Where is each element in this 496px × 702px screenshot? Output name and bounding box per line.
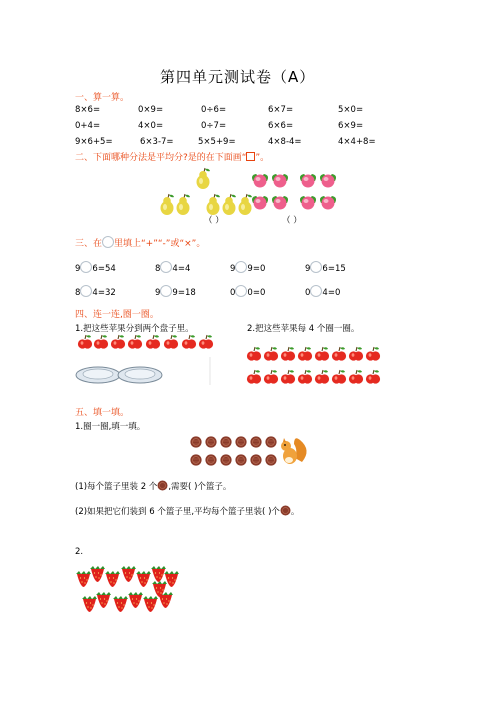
- apples-and-plates-icon: [76, 335, 216, 387]
- operator-blank[interactable]: [310, 285, 322, 297]
- question-5-1: 1.圈一圈,填一填。: [75, 422, 146, 432]
- arith-cell: 5×5+9=: [198, 137, 236, 147]
- operator-item: 9 6=54: [75, 261, 116, 274]
- arith-cell: 6×3-7=: [140, 137, 174, 147]
- arith-cell: 8×6=: [75, 105, 101, 115]
- operator-item: 9 9=0: [230, 261, 265, 274]
- section-3-heading: [75, 236, 205, 249]
- question-5-1-1: [75, 480, 231, 492]
- section-2-heading: [75, 150, 269, 163]
- operator-item: 9 6=15: [305, 261, 346, 274]
- arith-cell: 6×9=: [338, 121, 364, 131]
- arith-cell: 4×8-4=: [268, 137, 302, 147]
- blank-circle-icon: [102, 236, 114, 248]
- apple-grid-icon: [247, 347, 387, 387]
- question-5-1-2: [75, 505, 299, 517]
- strawberry-group-icon: [76, 566, 186, 614]
- peach-group-icon: [252, 170, 352, 215]
- operator-blank[interactable]: [310, 261, 322, 273]
- arith-cell: 0+4=: [75, 121, 101, 131]
- arith-cell: 0×9=: [138, 105, 164, 115]
- operator-blank[interactable]: [80, 285, 92, 297]
- question-5-2: 2.: [75, 547, 84, 557]
- answer-paren-left[interactable]: （ ）: [204, 216, 224, 226]
- section-3-heading-tail: 里填上“+”“-”或“×”。: [114, 239, 206, 249]
- page-title: 第四单元测试卷（A）: [160, 68, 316, 86]
- arith-cell: 9×6+5=: [75, 137, 113, 147]
- arith-cell: 6×6=: [268, 121, 294, 131]
- section-2-heading-tail: ”。: [255, 153, 270, 163]
- operator-blank[interactable]: [80, 261, 92, 273]
- pinecones-and-squirrel-icon: [190, 434, 310, 470]
- operator-item: 0 0=0: [230, 285, 265, 298]
- operator-item: 9 9=18: [155, 285, 196, 298]
- section-1-heading: 一、算一算。: [75, 93, 130, 103]
- answer-paren-right[interactable]: （ ）: [282, 216, 302, 226]
- arith-cell: 0÷6=: [201, 105, 227, 115]
- question-4-2: 2.把这些苹果每 4 个圈一圈。: [247, 324, 360, 334]
- operator-blank[interactable]: [235, 261, 247, 273]
- section-5-heading: 五、填一填。: [75, 408, 130, 418]
- arith-cell: 0÷7=: [201, 121, 227, 131]
- question-4-1: 1.把这些苹果分到两个盘子里。: [75, 324, 194, 334]
- arith-cell: 4×0=: [138, 121, 164, 131]
- arith-cell: 5×0=: [338, 105, 364, 115]
- operator-item: 0 4=0: [305, 285, 340, 298]
- question-5-1-1-text: (1)每个篮子里装 2 个: [75, 482, 158, 492]
- operator-item: 8 4=4: [155, 261, 190, 274]
- arith-cell: 4×4+8=: [338, 137, 376, 147]
- pear-group-icon: [160, 166, 260, 216]
- section-4-heading: 四、连一连,圈一圈。: [75, 310, 159, 320]
- section-3-heading-text: 三、在: [75, 239, 103, 249]
- pinecone-icon: [157, 480, 168, 491]
- question-5-1-2-text: (2)如果把它们装到 6 个篮子里,平均每个篮子里装( )个: [75, 507, 280, 517]
- operator-blank[interactable]: [235, 285, 247, 297]
- section-2-heading-text: 二、下面哪种分法是平均分?是的在下面画“: [75, 153, 247, 163]
- question-5-1-1-tail: ,需要( )个篮子。: [168, 482, 232, 492]
- operator-blank[interactable]: [160, 285, 172, 297]
- operator-blank[interactable]: [160, 261, 172, 273]
- question-5-1-2-tail: 。: [290, 507, 300, 517]
- arith-cell: 6×7=: [268, 105, 294, 115]
- operator-item: 8 4=32: [75, 285, 116, 298]
- pinecone-icon: [280, 505, 291, 516]
